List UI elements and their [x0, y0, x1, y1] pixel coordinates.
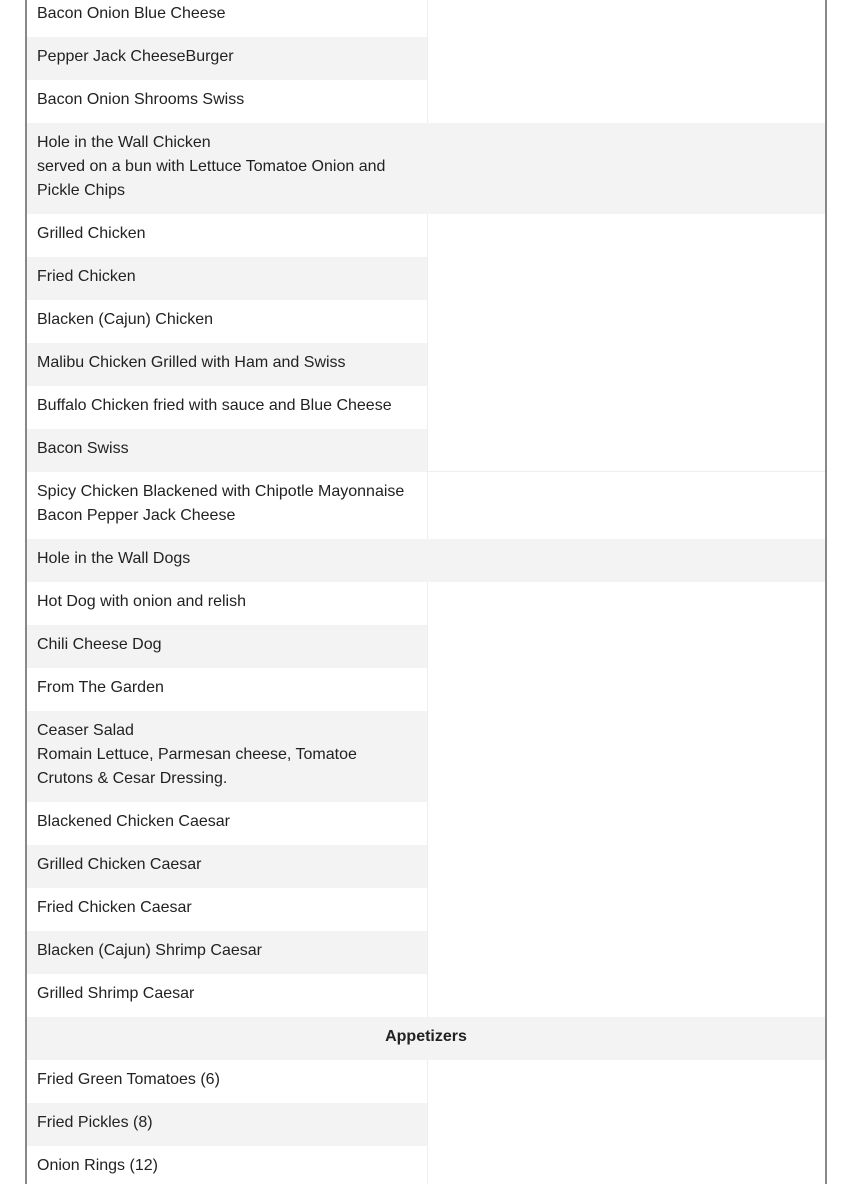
section-header-garden: [27, 668, 427, 711]
menu-item: [27, 625, 427, 668]
menu-item: [27, 343, 427, 386]
menu-item: [27, 1146, 427, 1184]
section-header-dogs: [27, 539, 825, 582]
menu-item: [27, 845, 427, 888]
item-text: Blacken (Cajun) Chicken: [37, 311, 214, 328]
menu-item: [27, 1060, 427, 1103]
item-text: Fried Chicken: [37, 268, 136, 285]
item-text: Ceaser Salad: [37, 722, 134, 739]
item-text: Fried Chicken Caesar: [37, 899, 192, 916]
item-text: Buffalo Chicken fried with sauce and Blue Cheese: [37, 397, 392, 414]
item-text: Blacken (Cajun) Shrimp Caesar: [37, 942, 262, 959]
section-header-chicken: [27, 123, 825, 214]
menu-item: [27, 257, 427, 300]
item-text: Fried Green Tomatoes (6): [37, 1071, 220, 1088]
menu-item: [27, 429, 427, 472]
item-text: Bacon Swiss: [37, 440, 129, 457]
menu-item: [27, 974, 427, 1017]
menu-item: [27, 802, 427, 845]
item-text: Onion Rings (12): [37, 1157, 158, 1174]
menu-item: [27, 931, 427, 974]
item-description: served on a bun with Lettuce Tomatoe Onion and: [37, 158, 386, 175]
menu-item: [27, 1103, 427, 1146]
item-text: Fried Pickles (8): [37, 1114, 153, 1131]
menu-item: [27, 300, 427, 343]
item-description: Bacon Pepper Jack Cheese: [37, 507, 236, 524]
item-description: Pickle Chips: [37, 182, 126, 199]
item-text: Hole in the Wall Chicken: [37, 134, 211, 151]
menu-item: [27, 472, 427, 539]
menu-item: [27, 888, 427, 931]
menu-item: [27, 386, 427, 429]
item-text: Pepper Jack CheeseBurger: [37, 48, 234, 65]
section-header-appetizers: [27, 1017, 825, 1060]
item-text: Malibu Chicken Grilled with Ham and Swiss: [37, 354, 346, 371]
item-description: Crutons & Cesar Dressing.: [37, 770, 228, 787]
menu-item: [27, 214, 427, 257]
item-text: Hole in the Wall Dogs: [37, 550, 191, 567]
item-text: From The Garden: [37, 679, 164, 696]
item-text: Hot Dog with onion and relish: [37, 593, 247, 610]
item-text: Spicy Chicken Blackened with Chipotle Mayonnaise: [37, 483, 405, 500]
row-divider: [427, 471, 825, 472]
menu-item: [27, 582, 427, 625]
menu-item: [27, 711, 427, 802]
menu-item: [27, 37, 427, 80]
menu-item: [27, 2, 427, 37]
section-title: Appetizers: [385, 1028, 467, 1045]
item-text: Chili Cheese Dog: [37, 636, 162, 653]
item-text: Blackened Chicken Caesar: [37, 813, 230, 830]
item-description: Romain Lettuce, Parmesan cheese, Tomatoe: [37, 746, 357, 763]
item-text: Grilled Shrimp Caesar: [37, 985, 195, 1002]
item-text: Bacon Onion Blue Cheese: [37, 5, 226, 22]
item-text: Grilled Chicken: [37, 225, 146, 242]
item-text: Grilled Chicken Caesar: [37, 856, 202, 873]
item-text: Bacon Onion Shrooms Swiss: [37, 91, 245, 108]
menu-table: [25, 0, 827, 1184]
menu-item: [27, 80, 427, 123]
